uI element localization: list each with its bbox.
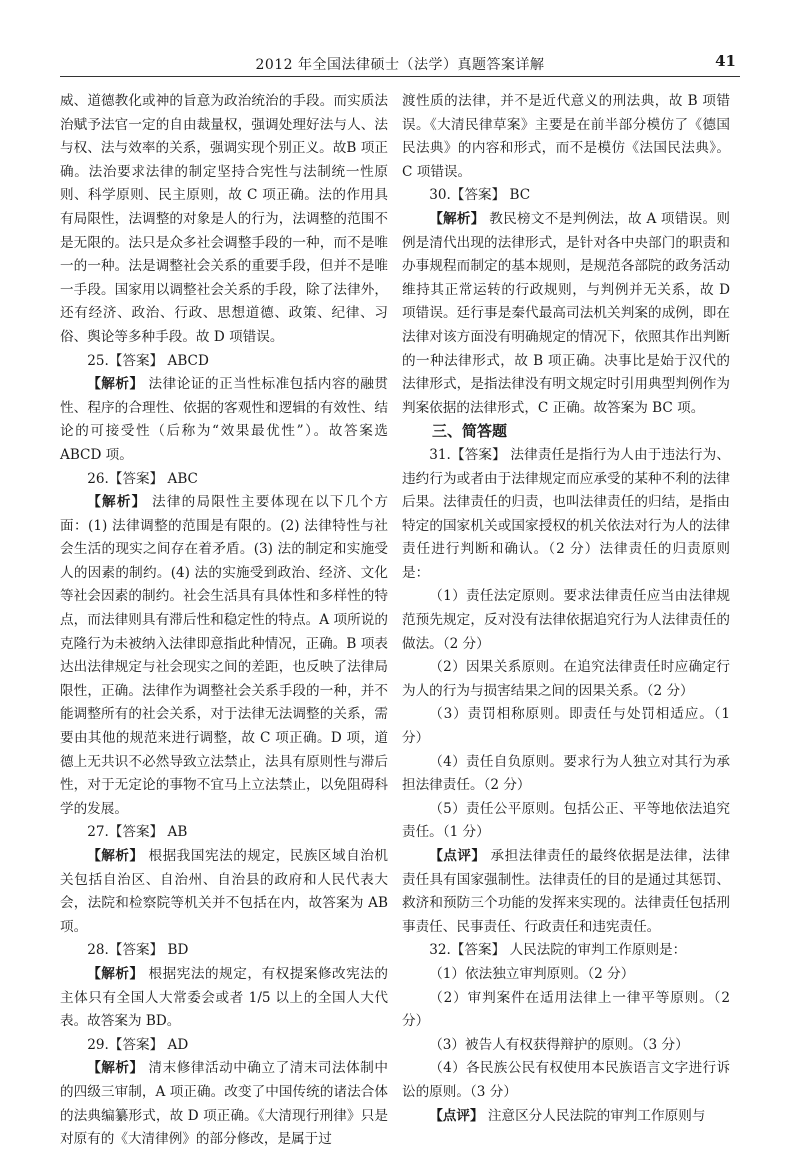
header-title: 2012 年全国法律硕士（法学）真题答案详解 bbox=[255, 57, 545, 73]
comment-label: 【点评】 bbox=[429, 1107, 484, 1124]
analysis-label: 【解析】 bbox=[429, 210, 485, 227]
principle-item: （5）责任公平原则。包括公正、平等地依法追究责任。（1 分） bbox=[402, 800, 730, 841]
explanation-text: 法律的局限性主要体现在以下几个方面：(1) 法律调整的范围是有限的。(2) 法律特性与社会生活的现实之间存在着矛盾。(3) 法的制定和实施受人的因素的制约。(4) 法的实施受到政治、经济、文化等社会因素的制约。社会生活具有具体性和多样性的特点，而法律则具有滞后性和稳定性的特点。A 项所说的克隆行为未被纳入法律即意指此种情况，正确。B 项表达出法律规定与社会现实之间的差距，也反映了法律局限性，正确。法律作为调整社会关系手段的一种，并不能调整所有的社会关系，对于法律无法调整的关系，需要由其他的规范来进行调整，故 C 项正确。D 项，道德上无共识不必然导致立法禁止，法具有原则性与滞后性，对于无定论的事物不宜马上立法禁止，以免阻碍科学的发展。 bbox=[60, 494, 388, 817]
comment-text: 承担法律责任的最终依据是法律，法律责任具有国家强制性。法律责任的目的是通过其惩罚、救济和预防三个功能的发挥来实现的。法律责任包括刑事责任、民事责任、行政责任和违宪责任。 bbox=[402, 848, 731, 935]
principle-item: （1）依法独立审判原则。（2 分） bbox=[429, 965, 635, 982]
explanation-30 bbox=[402, 208, 730, 420]
answer-30: 30.【答案】 BC bbox=[429, 187, 531, 204]
running-header bbox=[60, 48, 740, 77]
explanation-25 bbox=[60, 373, 388, 467]
explanation-27 bbox=[60, 845, 388, 939]
answer-26: 26.【答案】 ABC bbox=[87, 470, 198, 487]
explanation-29 bbox=[60, 1057, 388, 1151]
explanation-text: 法律论证的正当性标准包括内容的融贯性、程序的合理性、依据的客观性和逻辑的有效性、结论的可接受性（后称为“效果最优性”）。故答案选 ABCD 项。 bbox=[60, 376, 389, 463]
comment-label: 【点评】 bbox=[429, 848, 486, 864]
paragraph: 威、道德教化或神的旨意为政治统治的手段。而实质法治赋予法官一定的自由裁量权，强调处理好法与人、法与权、法与效率的关系，强调实现个别正义。故B 项正确。法治要求法律的制定坚持合宪性与法制统一性原则、科学原则、民主原则，故 C 项正确。法的作用具有局限性，法调整的对象是人的行为，法调整的范围不是无限的。法只是众多社会调整手段的一种，而不是唯一的一种。法是调整社会关系的重要手段，但并不是唯一手段。国家用以调整社会关系的手段，除了法律外，还有经济、政治、行政、思想道德、政策、纪律、习俗、舆论等多种手段。故 D 项错误。 bbox=[60, 93, 388, 345]
analysis-label: 【解析】 bbox=[87, 1060, 144, 1077]
explanation-28 bbox=[60, 963, 388, 1034]
comment-31 bbox=[402, 845, 730, 939]
answer-27: 27.【答案】 AB bbox=[87, 824, 188, 841]
answer-29: 29.【答案】 AD bbox=[87, 1036, 189, 1053]
explanation-text: 根据我国宪法的规定，民族区域自治机关包括自治区、自治州、自治县的政府和人民代表大会，法院和检察院等机关并不包括在内，故答案为 AB 项。 bbox=[60, 848, 389, 935]
principle-item: （1）责任法定原则。要求法律责任应当由法律规范预先规定，反对没有法律依据追究行为人法律责任的做法。（2 分） bbox=[402, 588, 730, 652]
analysis-label: 【解析】 bbox=[87, 965, 144, 982]
explanation-text: 根据宪法的规定，有权提案修改宪法的主体只有全国人大常委会或者 1/5 以上的全国人大代表。故答案为 BD。 bbox=[60, 965, 389, 1030]
left-column bbox=[60, 90, 388, 1152]
page-number: 41 bbox=[715, 52, 736, 70]
answer-25: 25.【答案】 ABCD bbox=[87, 352, 209, 369]
explanation-text: 清末修律活动中确立了清末司法体制中的四级三审制，A 项正确。改变了中国传统的诸法合体的法典编纂形式，故 D 项正确。《大清现行刑律》只是对原有的《大清律例》的部分修改，是属于过 bbox=[60, 1060, 389, 1148]
analysis-label: 【解析】 bbox=[87, 848, 144, 864]
right-column bbox=[402, 90, 730, 1128]
analysis-label: 【解析】 bbox=[87, 494, 147, 511]
principle-item: （4）各民族公民有权使用本民族语言文字进行诉讼的原则。（3 分） bbox=[402, 1060, 730, 1100]
paragraph: 渡性质的法律，并不是近代意义的刑法典，故 B 项错误。《大清民律草案》主要是在前半部分模仿了《德国民法典》的内容和形式，而不是模仿《法国民法典》。C 项错误。 bbox=[402, 93, 730, 180]
principle-item: （4）责任自负原则。要求行为人独立对其行为承担法律责任。（2 分） bbox=[402, 753, 730, 794]
comment-text: 注意区分人民法院的审判工作原则与 bbox=[483, 1107, 706, 1124]
analysis-label: 【解析】 bbox=[87, 376, 144, 393]
answer-32: 32.【答案】 人民法院的审判工作原则是： bbox=[429, 942, 687, 959]
explanation-26 bbox=[60, 491, 388, 821]
section-heading: 三、简答题 bbox=[432, 422, 508, 441]
comment-32 bbox=[402, 1105, 730, 1129]
answer-31: 31.【答案】 法律责任是指行为人由于违法行为、违约行为或者由于法律规定而应承受的某种不利的法律后果。法律责任的归责，也叫法律责任的归结，是指由特定的国家机关或国家授权的机关依法对行为人的法律责任进行判断和确认。（2 分）法律责任的归责原则是： bbox=[402, 446, 730, 581]
principle-item: （2）审判案件在适用法律上一律平等原则。（2 分） bbox=[402, 989, 730, 1030]
answer-28: 28.【答案】 BD bbox=[87, 942, 189, 959]
principle-item: （3）被告人有权获得辩护的原则。（3 分） bbox=[429, 1036, 689, 1053]
principle-item: （2）因果关系原则。在追究法律责任时应确定行为人的行为与损害结果之间的因果关系。（2 分） bbox=[402, 659, 730, 699]
principle-item: （3）责罚相称原则。即责任与处罚相适应。（1 分） bbox=[402, 706, 730, 747]
explanation-text: 教民榜文不是判例法，故 A 项错误。则例是清代出现的法律形式，是针对各中央部门的职责和办事规程而制定的基本规则，是规范各部院的政务活动维持其正常运转的行政规则，与判例并无关系，故 D 项错误。廷行事是秦代最高司法机关判案的成例，即在法律对该方面没有明确规定的情况下，依照其作出判断的一种法律形式，故 B 项正确。决事比是始于汉代的法律形式，是指法律没有明文规定时引用典型判例作为判案依据的法律形式，C 正确。故答案为 BC 项。 bbox=[402, 210, 731, 416]
